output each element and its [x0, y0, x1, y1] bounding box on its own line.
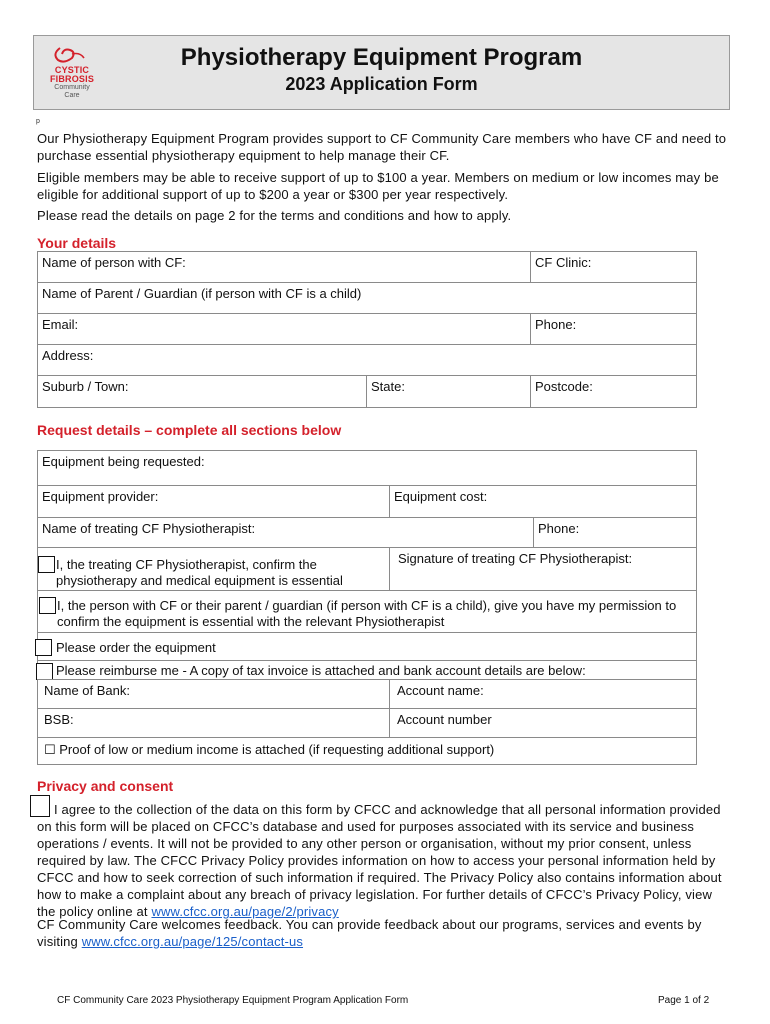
cost-field[interactable]: Equipment cost:: [389, 485, 697, 518]
cf-clinic-field[interactable]: CF Clinic:: [530, 251, 697, 283]
account-name-label: Account name:: [397, 683, 484, 698]
your-details-heading: Your details: [37, 235, 117, 251]
footer-form-title: CF Community Care 2023 Physiotherapy Equipment Program Application Form: [57, 995, 409, 1006]
privacy-policy-link[interactable]: www.cfcc.org.au/page/2/privacy: [151, 904, 339, 919]
physio-phone-field[interactable]: Phone:: [533, 517, 697, 548]
permission-checkbox[interactable]: [39, 597, 56, 614]
guardian-field[interactable]: Name of Parent / Guardian (if person with CF is a child): [37, 282, 697, 314]
postcode-field[interactable]: Postcode:: [530, 375, 697, 408]
page-subtitle: 2023 Application Form: [285, 74, 478, 94]
contact-us-link[interactable]: www.cfcc.org.au/page/125/contact-us: [81, 934, 304, 949]
bsb-field[interactable]: [37, 708, 390, 738]
footer-page-number: Page 1 of 2: [658, 995, 710, 1006]
account-number-field[interactable]: [389, 708, 697, 738]
state-field[interactable]: State:: [366, 375, 531, 408]
reimburse-checkbox[interactable]: [36, 663, 53, 680]
privacy-agree-text: [37, 801, 729, 920]
bank-name-label: Name of Bank:: [44, 683, 130, 698]
bank-name-field[interactable]: [37, 679, 390, 709]
account-name-field[interactable]: [389, 679, 697, 709]
order-text: Please order the equipment: [56, 640, 216, 655]
physio-confirm-cell: [37, 547, 390, 591]
permission-text: I, the person with CF or their parent / guardian (if person with CF is a child), give you have my permission to confirm the equipment is essential with the relevant Physiotherapist: [57, 598, 677, 629]
intro-paragraph-3: Please read the details on page 2 for the terms and conditions and how to apply.: [37, 208, 512, 223]
feedback-text: [37, 916, 727, 950]
privacy-heading: Privacy and consent: [37, 778, 174, 794]
tiny-mark: p: [36, 118, 40, 125]
reimburse-text: Please reimburse me - A copy of tax invoice is attached and bank account details are below:: [56, 663, 586, 678]
intro-paragraph-2: Eligible members may be able to receive support of up to $100 a year. Members on medium or low incomes may be eligible for additional support of up to $200 a year or $300 per year respectively.: [37, 170, 719, 202]
logo-line-community: Community: [54, 84, 90, 91]
bsb-label: BSB:: [44, 712, 74, 727]
intro-paragraph-1: Our Physiotherapy Equipment Program provides support to CF Community Care members who have CF and need to purchase essential physiotherapy equipment to help manage their CF.: [37, 131, 727, 163]
page-title: Physiotherapy Equipment Program: [180, 44, 583, 71]
email-field[interactable]: Email:: [37, 313, 531, 345]
physio-confirm-checkbox[interactable]: [38, 556, 55, 573]
request-details-heading: Request details – complete all sections below: [37, 422, 342, 438]
name-field[interactable]: Name of person with CF:: [37, 251, 531, 283]
order-cell: [37, 632, 697, 661]
physio-signature-field[interactable]: Signature of treating CF Physiotherapist:: [389, 547, 697, 591]
privacy-agree-body: I agree to the collection of the data on this form by CFCC and acknowledge that all personal information provided on this form will be placed on CFCC’s database and used for purposes associated with its service and business operations / events. It will not be provided to any other person or organisation, without my prior consent, unless required by law. The CFCC Privacy Policy provides information on how to access your personal information held by CFCC and how to seek correction of such information if required. The Privacy Policy also contains information about how to make a complaint about any breach of privacy legislation. For further details of CFCC’s Privacy Policy, view the policy online at: [37, 802, 722, 919]
provider-field[interactable]: Equipment provider:: [37, 485, 390, 518]
income-proof-field[interactable]: ☐ Proof of low or medium income is attached (if requesting additional support): [37, 737, 697, 765]
equipment-field[interactable]: Equipment being requested:: [37, 450, 697, 486]
logo-line-fibrosis: FIBROSIS: [49, 74, 95, 84]
account-number-label: Account number: [397, 712, 492, 727]
order-checkbox[interactable]: [35, 639, 52, 656]
address-field[interactable]: Address:: [37, 344, 697, 376]
permission-cell: [37, 590, 697, 633]
physio-confirm-text: I, the treating CF Physiotherapist, confirm the physiotherapy and medical equipment is essential: [56, 557, 343, 588]
logo-line-cystic: CYSTIC: [54, 65, 90, 75]
feedback-body: CF Community Care welcomes feedback. You can provide feedback about our programs, services and events by visiting: [37, 917, 702, 949]
phone-field[interactable]: Phone:: [530, 313, 697, 345]
suburb-field[interactable]: Suburb / Town:: [37, 375, 367, 408]
physio-name-field[interactable]: Name of treating CF Physiotherapist:: [37, 517, 534, 548]
logo-line-care: Care: [64, 92, 80, 99]
